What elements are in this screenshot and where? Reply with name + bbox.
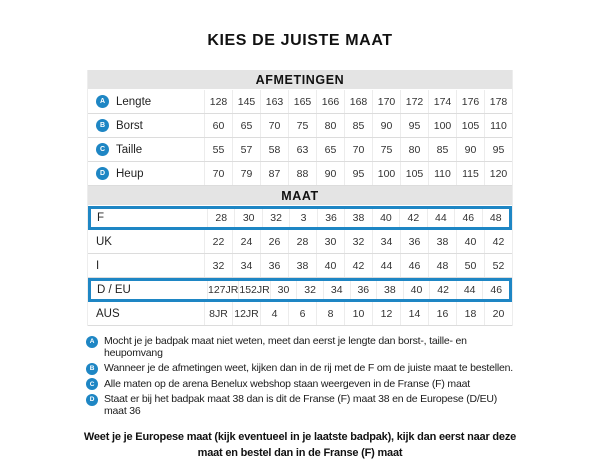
page-title: KIES DE JUISTE MAAT bbox=[207, 32, 393, 49]
size-value-cell: 105 bbox=[456, 114, 484, 137]
size-value-cell: 95 bbox=[344, 162, 372, 185]
row-label-cell bbox=[91, 209, 207, 227]
table-row bbox=[88, 230, 512, 254]
size-table bbox=[87, 70, 513, 326]
size-value-cell: 18 bbox=[456, 302, 484, 325]
size-value-cell: 58 bbox=[260, 138, 288, 161]
footnote-text: Alle maten op de arena Benelux webshop staan weergeven in de Franse (F) maat bbox=[104, 377, 470, 390]
size-value-cell: 110 bbox=[484, 114, 512, 137]
footnote-marker-badge: C bbox=[86, 378, 98, 390]
row-label: D / EU bbox=[97, 284, 131, 296]
size-value-cell: 120 bbox=[484, 162, 512, 185]
size-value-cell: 38 bbox=[428, 230, 456, 253]
size-value-cell: 55 bbox=[204, 138, 232, 161]
size-value-cell: 44 bbox=[456, 281, 483, 299]
row-label-cell bbox=[88, 230, 204, 253]
size-value-cell: 165 bbox=[288, 90, 316, 113]
size-value-cell: 30 bbox=[316, 230, 344, 253]
size-value-cell: 12 bbox=[372, 302, 400, 325]
size-value-cell: 30 bbox=[234, 209, 261, 227]
size-value-cell: 28 bbox=[288, 230, 316, 253]
size-value-cell: 48 bbox=[482, 209, 509, 227]
size-value-cell: 36 bbox=[400, 230, 428, 253]
size-value-cell: 16 bbox=[428, 302, 456, 325]
size-value-cell: 90 bbox=[316, 162, 344, 185]
size-value-cell: 163 bbox=[260, 90, 288, 113]
footnotes bbox=[86, 335, 514, 417]
row-label-cell bbox=[88, 90, 204, 113]
size-value-cell: 57 bbox=[232, 138, 260, 161]
size-value-cell: 127JR bbox=[207, 281, 238, 299]
footnote-text: Wanneer je de afmetingen weet, kijken dan in de rij met de F om de juiste maat te bestellen. bbox=[104, 362, 514, 374]
size-value-cell: 166 bbox=[316, 90, 344, 113]
size-value-cell: 44 bbox=[427, 209, 454, 227]
size-value-cell: 34 bbox=[323, 281, 350, 299]
section-header: MAAT bbox=[88, 186, 512, 206]
size-value-cell: 30 bbox=[270, 281, 297, 299]
size-value-cell: 46 bbox=[400, 254, 428, 277]
size-value-cell: 24 bbox=[232, 230, 260, 253]
table-row bbox=[88, 206, 512, 230]
size-value-cell: 38 bbox=[288, 254, 316, 277]
row-label-cell bbox=[88, 302, 204, 325]
size-value-cell: 174 bbox=[428, 90, 456, 113]
size-value-cell: 38 bbox=[344, 209, 371, 227]
size-value-cell: 87 bbox=[260, 162, 288, 185]
row-label: Lengte bbox=[116, 95, 152, 108]
size-value-cell: 34 bbox=[232, 254, 260, 277]
size-value-cell: 128 bbox=[204, 90, 232, 113]
size-value-cell: 12JR bbox=[232, 302, 260, 325]
size-value-cell: 65 bbox=[232, 114, 260, 137]
table-row bbox=[88, 254, 512, 278]
size-value-cell: 10 bbox=[344, 302, 372, 325]
row-label: Heup bbox=[116, 167, 144, 180]
row-label: UK bbox=[96, 235, 112, 248]
size-value-cell: 40 bbox=[456, 230, 484, 253]
footnote-text: Mocht je je badpak maat niet weten, meet dan eerst je lengte dan borst-, taille- en heupomvang bbox=[104, 335, 467, 359]
row-label: I bbox=[96, 259, 100, 272]
size-value-cell: 50 bbox=[456, 254, 484, 277]
footnote-marker-badge: B bbox=[86, 363, 98, 375]
size-value-cell: 95 bbox=[400, 114, 428, 137]
table-row bbox=[88, 138, 512, 162]
size-value-cell: 115 bbox=[456, 162, 484, 185]
table-row bbox=[88, 302, 512, 326]
size-value-cell: 44 bbox=[372, 254, 400, 277]
row-label-cell bbox=[88, 162, 204, 185]
size-value-cell: 36 bbox=[350, 281, 377, 299]
size-value-cell: 8JR bbox=[204, 302, 232, 325]
size-value-cell: 46 bbox=[454, 209, 481, 227]
size-value-cell: 60 bbox=[204, 114, 232, 137]
row-marker-badge: C bbox=[96, 143, 109, 156]
footnote-line bbox=[86, 378, 514, 391]
size-value-cell: 145 bbox=[232, 90, 260, 113]
footnote-marker-badge: A bbox=[86, 336, 98, 348]
size-value-cell: 110 bbox=[428, 162, 456, 185]
size-value-cell: 8 bbox=[316, 302, 344, 325]
size-value-cell: 32 bbox=[296, 281, 323, 299]
size-value-cell: 63 bbox=[288, 138, 316, 161]
size-value-cell: 38 bbox=[376, 281, 403, 299]
size-value-cell: 90 bbox=[456, 138, 484, 161]
footer-note: Weet je je Europese maat (kijk eventueel in je laatste badpak), kijk dan eerst naar deze maat en bestel dan in de Franse (F) maat bbox=[83, 431, 517, 459]
row-label: AUS bbox=[96, 307, 120, 320]
size-value-cell: 6 bbox=[288, 302, 316, 325]
size-value-cell: 42 bbox=[484, 230, 512, 253]
size-value-cell: 32 bbox=[204, 254, 232, 277]
size-value-cell: 70 bbox=[344, 138, 372, 161]
row-marker-badge: D bbox=[96, 167, 109, 180]
size-value-cell: 105 bbox=[400, 162, 428, 185]
size-value-cell: 70 bbox=[204, 162, 232, 185]
size-value-cell: 4 bbox=[260, 302, 288, 325]
footnote-marker-badge: D bbox=[86, 394, 98, 406]
size-value-cell: 40 bbox=[372, 209, 399, 227]
size-value-cell: 65 bbox=[316, 138, 344, 161]
size-value-cell: 100 bbox=[372, 162, 400, 185]
size-value-cell: 26 bbox=[260, 230, 288, 253]
table-row bbox=[88, 278, 512, 302]
size-value-cell: 172 bbox=[400, 90, 428, 113]
footnote-line bbox=[86, 362, 514, 375]
row-label-cell bbox=[88, 114, 204, 137]
size-value-cell: 36 bbox=[317, 209, 344, 227]
size-value-cell: 36 bbox=[260, 254, 288, 277]
size-value-cell: 42 bbox=[399, 209, 426, 227]
row-marker-badge: B bbox=[96, 119, 109, 132]
size-value-cell: 168 bbox=[344, 90, 372, 113]
row-marker-badge: A bbox=[96, 95, 109, 108]
size-value-cell: 40 bbox=[316, 254, 344, 277]
size-value-cell: 79 bbox=[232, 162, 260, 185]
size-value-cell: 20 bbox=[484, 302, 512, 325]
row-label-cell bbox=[91, 281, 207, 299]
size-value-cell: 80 bbox=[400, 138, 428, 161]
size-value-cell: 100 bbox=[428, 114, 456, 137]
row-label: Taille bbox=[116, 143, 143, 156]
size-value-cell: 32 bbox=[262, 209, 289, 227]
size-value-cell: 80 bbox=[316, 114, 344, 137]
size-value-cell: 152JR bbox=[238, 281, 269, 299]
size-value-cell: 48 bbox=[428, 254, 456, 277]
size-value-cell: 46 bbox=[482, 281, 509, 299]
size-value-cell: 42 bbox=[429, 281, 456, 299]
size-value-cell: 52 bbox=[484, 254, 512, 277]
size-value-cell: 85 bbox=[428, 138, 456, 161]
size-value-cell: 40 bbox=[403, 281, 430, 299]
size-value-cell: 32 bbox=[344, 230, 372, 253]
size-value-cell: 22 bbox=[204, 230, 232, 253]
size-value-cell: 88 bbox=[288, 162, 316, 185]
size-value-cell: 14 bbox=[400, 302, 428, 325]
size-value-cell: 3 bbox=[289, 209, 316, 227]
row-label: Borst bbox=[116, 119, 143, 132]
row-label: F bbox=[97, 212, 105, 224]
footnote-line bbox=[86, 393, 514, 417]
size-value-cell: 70 bbox=[260, 114, 288, 137]
size-value-cell: 176 bbox=[456, 90, 484, 113]
size-value-cell: 170 bbox=[372, 90, 400, 113]
size-value-cell: 85 bbox=[344, 114, 372, 137]
size-value-cell: 75 bbox=[372, 138, 400, 161]
table-row bbox=[88, 162, 512, 186]
size-value-cell: 42 bbox=[344, 254, 372, 277]
size-value-cell: 34 bbox=[372, 230, 400, 253]
size-value-cell: 75 bbox=[288, 114, 316, 137]
table-row bbox=[88, 90, 512, 114]
table-row bbox=[88, 114, 512, 138]
size-value-cell: 28 bbox=[207, 209, 234, 227]
footnote-line bbox=[86, 335, 514, 359]
row-label-cell bbox=[88, 138, 204, 161]
row-label-cell bbox=[88, 254, 204, 277]
size-value-cell: 95 bbox=[484, 138, 512, 161]
size-value-cell: 178 bbox=[484, 90, 512, 113]
footnote-text: Staat er bij het badpak maat 38 dan is dit de Franse (F) maat 38 en de Europese (D/EU) maat 36 bbox=[104, 393, 498, 417]
section-header: AFMETINGEN bbox=[88, 70, 512, 90]
size-value-cell: 90 bbox=[372, 114, 400, 137]
